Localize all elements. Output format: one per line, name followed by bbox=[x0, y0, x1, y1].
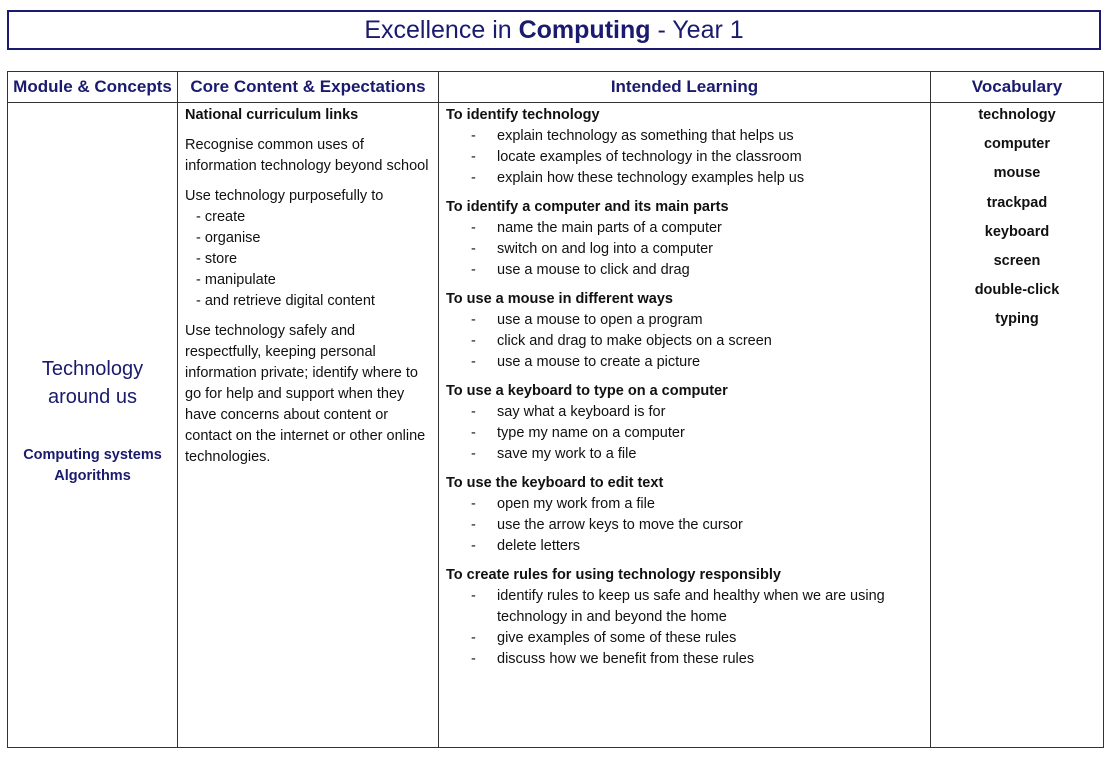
learning-heading: To use a keyboard to type on a computer bbox=[446, 383, 728, 399]
learning-list bbox=[446, 310, 924, 373]
learning-item: - discuss how we benefit from these rules bbox=[446, 649, 924, 670]
learning-item: - say what a keyboard is for bbox=[446, 402, 924, 423]
page-title bbox=[7, 10, 1101, 50]
title-suffix: - Year 1 bbox=[650, 15, 744, 44]
learning-item: - explain technology as something that helps us bbox=[446, 126, 924, 147]
learning-heading: To use the keyboard to edit text bbox=[446, 475, 664, 491]
header-learning: Intended Learning bbox=[439, 72, 931, 103]
learning-block bbox=[446, 197, 924, 281]
header-core: Core Content & Expectations bbox=[178, 72, 439, 103]
learning-list bbox=[446, 494, 924, 557]
core-para-1: Recognise common uses of information technology beyond school bbox=[185, 137, 429, 174]
core-list-item: - create bbox=[196, 207, 432, 228]
vocab-item: screen bbox=[993, 252, 1041, 269]
content-row bbox=[8, 103, 1104, 748]
learning-item: - switch on and log into a computer bbox=[446, 239, 924, 260]
core-list-item: - manipulate bbox=[196, 270, 432, 291]
learning-list bbox=[446, 218, 924, 281]
core-cell bbox=[178, 103, 439, 748]
module-title bbox=[8, 355, 177, 411]
learning-list bbox=[446, 586, 924, 670]
learning-block bbox=[446, 289, 924, 373]
learning-heading: To identify technology bbox=[446, 107, 600, 123]
core-list bbox=[185, 207, 432, 312]
header-row bbox=[8, 72, 1104, 103]
module-title-line1: Technology bbox=[41, 358, 144, 380]
header-vocabulary: Vocabulary bbox=[931, 72, 1104, 103]
vocab-item: keyboard bbox=[984, 223, 1050, 240]
learning-item: - click and drag to make objects on a screen bbox=[446, 331, 924, 352]
core-list-item: - organise bbox=[196, 228, 432, 249]
module-concepts bbox=[8, 445, 177, 487]
learning-item: - save my work to a file bbox=[446, 444, 924, 465]
learning-item: - locate examples of technology in the classroom bbox=[446, 147, 924, 168]
vocab-item: technology bbox=[978, 107, 1056, 123]
learning-item: - delete letters bbox=[446, 536, 924, 557]
learning-block bbox=[446, 565, 924, 670]
learning-item: - explain how these technology examples help us bbox=[446, 168, 924, 189]
curriculum-table bbox=[7, 71, 1104, 748]
learning-block bbox=[446, 381, 924, 465]
learning-item: - use a mouse to create a picture bbox=[446, 352, 924, 373]
learning-item: - identify rules to keep us safe and healthy when we are using technology in and beyond the home bbox=[446, 586, 924, 628]
vocab-item: mouse bbox=[993, 165, 1041, 182]
core-para-2: Use technology purposefully to bbox=[185, 188, 384, 204]
learning-block bbox=[446, 473, 924, 557]
title-prefix: Excellence in bbox=[364, 15, 519, 44]
module-cell bbox=[8, 103, 178, 748]
vocab-item: typing bbox=[995, 311, 1039, 328]
core-para-3: Use technology safely and respectfully, keeping personal information private; identify where to go for help and support when they have concerns about content or contact on the internet or other online technologies. bbox=[185, 323, 426, 465]
vocab-item: computer bbox=[983, 136, 1051, 153]
learning-item: - open my work from a file bbox=[446, 494, 924, 515]
core-list-item: - and retrieve digital content bbox=[196, 291, 432, 312]
learning-item: - use a mouse to click and drag bbox=[446, 260, 924, 281]
learning-item: - name the main parts of a computer bbox=[446, 218, 924, 239]
title-bold: Computing bbox=[518, 15, 651, 44]
concept-algorithms: Algorithms bbox=[54, 468, 131, 484]
module-title-line2: around us bbox=[48, 386, 137, 408]
vocab-item: double-click bbox=[974, 282, 1060, 299]
learning-heading: To use a mouse in different ways bbox=[446, 291, 673, 307]
learning-list bbox=[446, 402, 924, 465]
learning-item: - use a mouse to open a program bbox=[446, 310, 924, 331]
concept-computing-systems: Computing systems bbox=[23, 447, 162, 463]
learning-heading: To identify a computer and its main parts bbox=[446, 199, 729, 215]
header-module: Module & Concepts bbox=[8, 72, 178, 103]
core-list-item: - store bbox=[196, 249, 432, 270]
learning-item: - use the arrow keys to move the cursor bbox=[446, 515, 924, 536]
learning-block bbox=[446, 105, 924, 189]
learning-heading: To create rules for using technology responsibly bbox=[446, 567, 781, 583]
vocab-item: trackpad bbox=[986, 194, 1048, 211]
learning-item: - type my name on a computer bbox=[446, 423, 924, 444]
learning-cell bbox=[439, 103, 931, 748]
learning-list bbox=[446, 126, 924, 189]
core-heading: National curriculum links bbox=[185, 107, 359, 123]
learning-item: - give examples of some of these rules bbox=[446, 628, 924, 649]
vocabulary-cell bbox=[931, 103, 1104, 748]
